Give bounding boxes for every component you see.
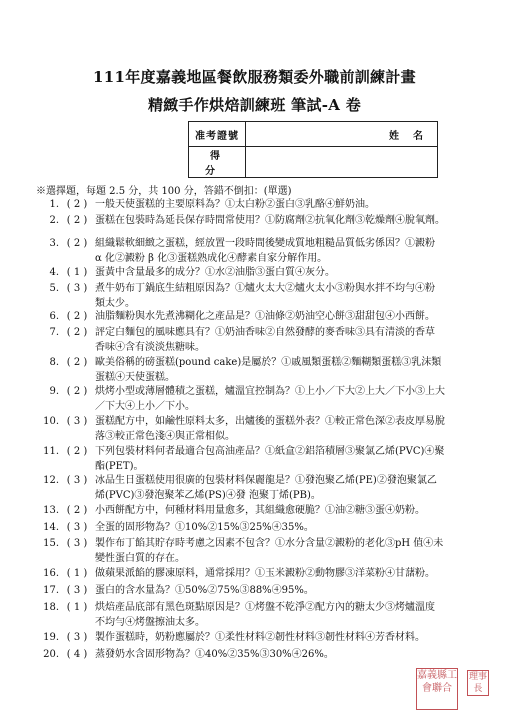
question-number: 6.	[49, 311, 59, 322]
question-item	[30, 566, 480, 581]
question-item	[30, 236, 480, 266]
page-subtitle: 精緻手作烘焙訓練班 筆試-A 卷	[147, 96, 362, 114]
question-text: 蒸發奶水含固形物為？①40%②35%③30%④26%。	[95, 649, 334, 660]
question-answer: ( 3 )	[66, 538, 88, 549]
question-text-continued: 類太少。	[95, 298, 135, 309]
question-text: 評定白麵包的風味應具有？①奶油香味②自然發酵的麥香味③具有清淡的香草	[95, 327, 435, 338]
question-item	[30, 325, 480, 355]
question-item	[30, 630, 480, 645]
question-item	[30, 309, 480, 324]
question-number: 16.	[43, 568, 59, 579]
question-text: 下列包裝材料何者最適合包高油產品？①紙盒②鋁箔積層③聚氯乙烯(PVC)④聚	[95, 446, 445, 457]
question-number: 5.	[49, 283, 59, 294]
name-label: 姓名	[246, 122, 438, 147]
question-text: 製作蛋糕時，奶粉應屬於？①柔性材料②韌性材料③韌性材料④芳香材料。	[95, 632, 425, 643]
question-text-continued: 烯(PVC)③發泡聚苯乙烯(PS)④發 泡聚丁烯(PB)。	[95, 490, 321, 501]
question-item	[30, 473, 480, 503]
question-item	[30, 384, 480, 414]
question-text: 蛋糕配方中，如鹼性原料太多，出爐後的蛋糕外表？①較正常色深②表皮厚易脫	[95, 416, 445, 427]
question-number: 14.	[43, 522, 59, 533]
question-answer: ( 2 )	[66, 505, 88, 516]
question-item	[30, 600, 480, 630]
question-item	[30, 536, 480, 566]
question-answer: ( 2 )	[66, 215, 88, 226]
question-text: 製作布丁餡其貯存時考慮之因素不包含？①水分含量②澱粉的老化③pH 值④未	[95, 538, 444, 549]
question-text: 油脂麵粉與水先煮沸糊化之產品是？①油條②奶油空心餅③甜甜包④小西餅。	[95, 311, 435, 322]
score-label: 得分	[189, 147, 246, 178]
question-answer: ( 2 )	[66, 238, 88, 249]
question-number: 7.	[49, 327, 59, 338]
question-text: 冰品生日蛋糕使用很廣的包裝材料保麗龍是？①發泡聚乙烯(PE)②發泡聚氯乙	[95, 475, 437, 486]
question-item	[30, 647, 480, 662]
question-answer: ( 1 )	[66, 602, 88, 613]
question-number: 13.	[43, 505, 59, 516]
question-text: 一般天使蛋糕的主要原料為？①太白粉②蛋白③乳酪④鮮奶油。	[95, 199, 375, 210]
question-item	[30, 520, 480, 535]
question-item	[30, 444, 480, 474]
page-title: 111年度嘉義地區餐飲服務類委外職前訓練計畫	[93, 68, 416, 86]
question-answer: ( 3 )	[66, 522, 88, 533]
question-text: 組織鬆軟細緻之蛋糕，經放置一段時間後變成質地粗糙品質低劣係因？①澱粉	[95, 238, 435, 249]
question-text: 小西餅配方中，何種材料用量愈多，其組織愈硬脆？①油②糖③蛋④奶粉。	[95, 505, 425, 516]
question-number: 11.	[43, 446, 59, 457]
chair-stamp: 理事長	[468, 672, 487, 694]
question-item	[30, 265, 480, 280]
question-text: 蛋糕在包裝時為延長保存時間常使用？①防腐劑②抗氧化劑③乾燥劑④脫氧劑。	[95, 215, 445, 226]
exam-info-table	[188, 121, 438, 178]
question-answer: ( 3 )	[66, 283, 88, 294]
question-text: 煮牛奶布丁鍋底生結粗原因為？①爐火太大②爐火太小③粉與水拌不均勻④粉	[95, 283, 435, 294]
question-text: 做蘋果派餡的膠凍原料，通常採用？①玉米澱粉②動物膠③洋菜粉④甘藷粉。	[95, 568, 435, 579]
question-number: 12.	[43, 475, 59, 486]
question-item	[30, 414, 480, 444]
question-number: 4.	[49, 267, 59, 278]
question-text-continued: 香味④含有淡淡焦糖味。	[95, 342, 205, 353]
question-answer: ( 3 )	[66, 632, 88, 643]
question-answer: ( 2 )	[66, 357, 88, 368]
question-answer: ( 1 )	[66, 568, 88, 579]
question-answer: ( 2 )	[66, 446, 88, 457]
union-stamp: 嘉義縣工會聯合	[416, 668, 458, 710]
question-text: 蛋黃中含量最多的成分？①水②油脂③蛋白質④灰分。	[95, 267, 335, 278]
question-number: 17.	[43, 585, 59, 596]
question-number: 2.	[49, 215, 59, 226]
question-item	[30, 281, 480, 311]
question-answer: ( 2 )	[66, 199, 88, 210]
section-instructions: ※選擇題，每題 2.5 分，共 100 分，答錯不倒扣：(單選)	[36, 186, 292, 197]
question-text-continued: 蛋糕④天使蛋糕。	[95, 372, 175, 383]
question-number: 18.	[43, 602, 59, 613]
question-text-continued: 不均勻④烤盤擦油太多。	[95, 617, 205, 628]
question-answer: ( 2 )	[66, 386, 88, 397]
question-number: 3.	[49, 238, 59, 249]
question-text: 歐美俗稱的磅蛋糕(pound cake)是屬於？①戚風類蛋糕②麵糊類蛋糕③乳沫類	[95, 357, 442, 368]
exam-number-label: 准考證號	[189, 122, 246, 147]
question-text: 烘烤小型或薄層體積之蛋糕，爐溫宜控制為？①上小／下大②上大／下小③上大	[95, 386, 445, 397]
question-text-continued: α 化②澱粉 β 化③蛋糕熟成化④酵素自家分解作用。	[95, 253, 328, 264]
question-answer: ( 3 )	[66, 585, 88, 596]
question-number: 15.	[43, 538, 59, 549]
question-number: 8.	[49, 357, 59, 368]
question-number: 19.	[43, 632, 59, 643]
question-item	[30, 197, 480, 212]
question-number: 10.	[43, 416, 59, 427]
question-text: 烘焙產品底部有黑色斑點原因是？①烤盤不乾淨②配方內的糖太少③烤爐溫度	[95, 602, 435, 613]
question-text-continued: ／下大④上小／下小。	[95, 401, 195, 412]
question-number: 20.	[43, 649, 59, 660]
question-answer: ( 2 )	[66, 327, 88, 338]
question-answer: ( 3 )	[66, 475, 88, 486]
question-answer: ( 1 )	[66, 267, 88, 278]
question-text-continued: 落③較正常色淺④與正常相似。	[95, 431, 235, 442]
question-item	[30, 355, 480, 385]
question-answer: ( 3 )	[66, 416, 88, 427]
question-item	[30, 583, 480, 598]
score-field	[246, 147, 438, 178]
question-answer: ( 2 )	[66, 311, 88, 322]
question-answer: ( 4 )	[66, 649, 88, 660]
question-number: 1.	[49, 199, 59, 210]
question-item	[30, 213, 480, 228]
question-text: 蛋白的含水量為？①50%②75%③88%④95%。	[95, 585, 314, 596]
question-text-continued: 酯(PET)。	[95, 461, 144, 472]
question-text: 全蛋的固形物為？①10%②15%③25%④35%。	[95, 522, 314, 533]
question-text-continued: 變性蛋白質的存在。	[95, 553, 185, 564]
question-number: 9.	[49, 386, 59, 397]
question-item	[30, 503, 480, 518]
